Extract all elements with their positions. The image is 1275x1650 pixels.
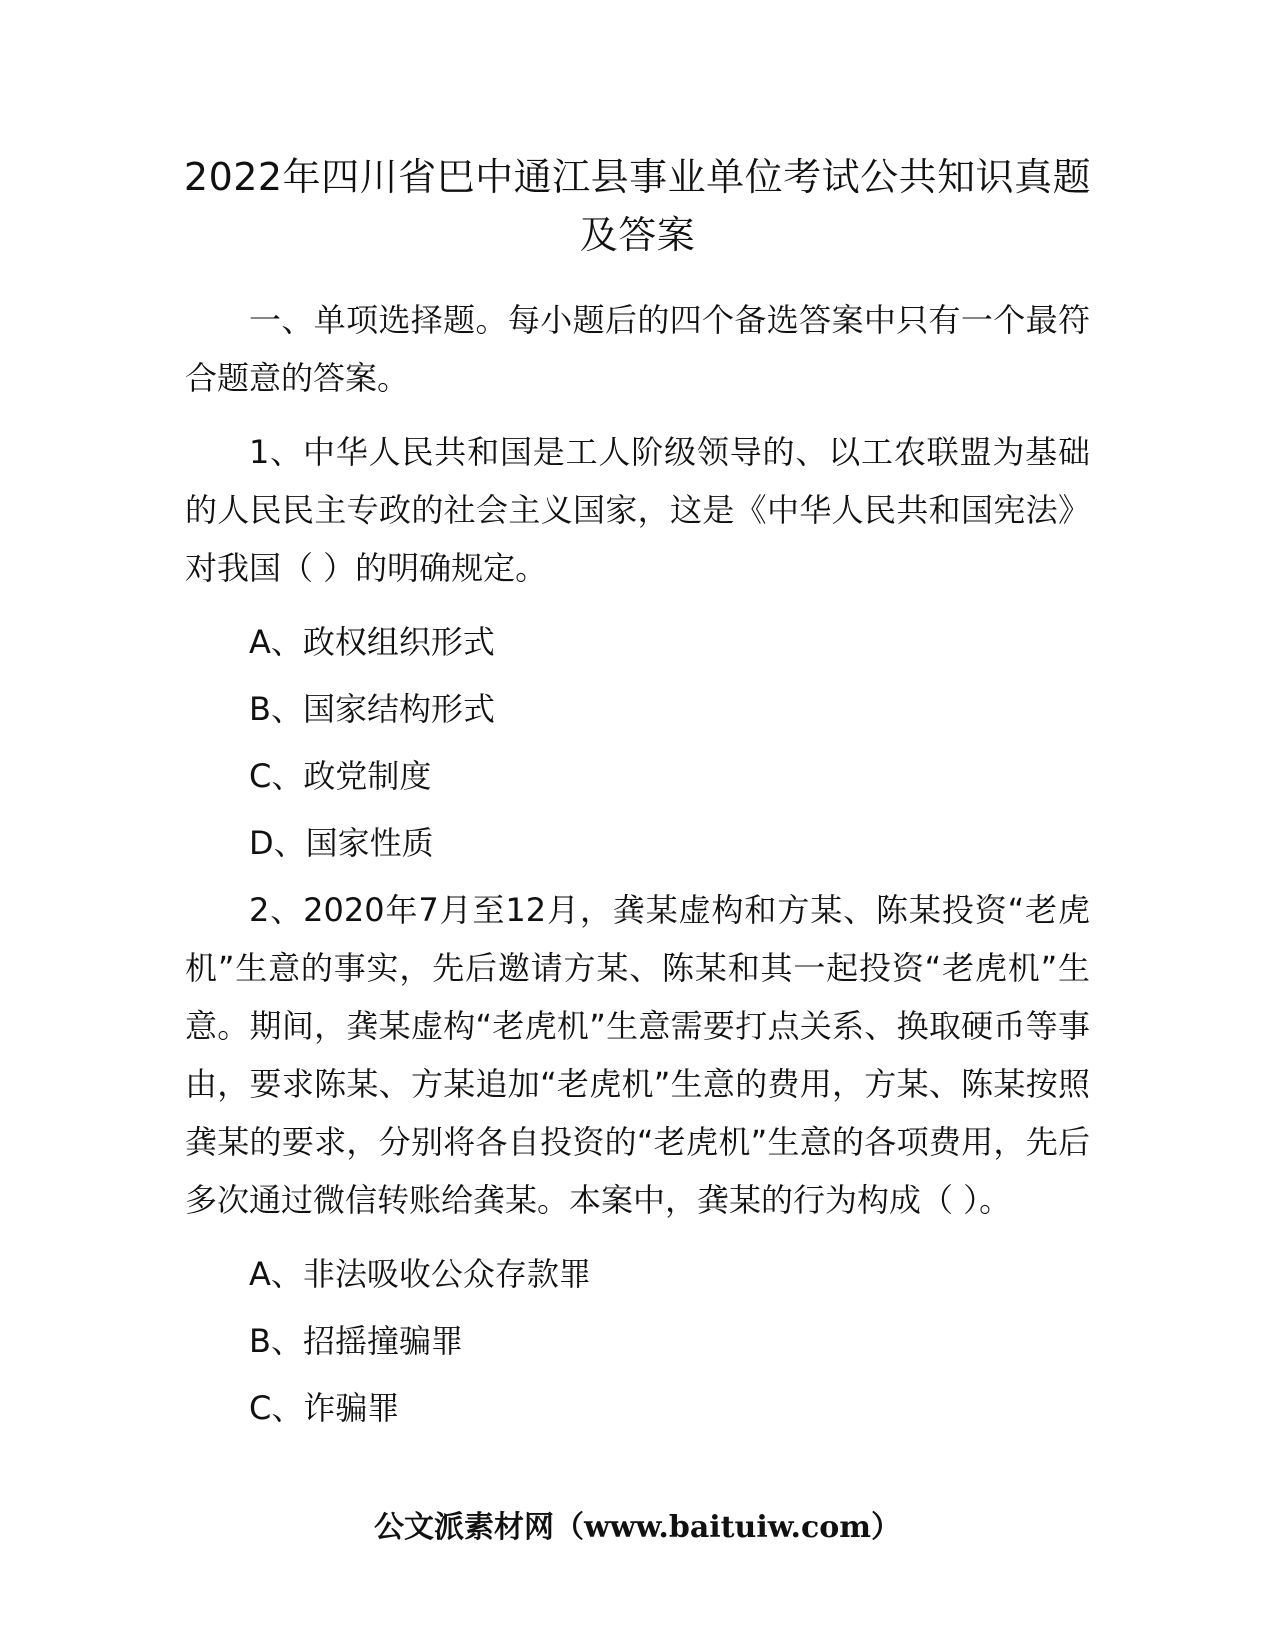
page-footer: 公文派素材网（www.baituiw.com） [373, 1510, 902, 1545]
question-1-option-a: A、政权组织形式 [249, 623, 495, 661]
document-body [185, 291, 1090, 1446]
question-1-stem: 1、中华人民共和国是工人阶级领导的、以工农联盟为基础的人民民主专政的社会主义国家，这是《中华人民共和国宪法》对我国（ ）的明确规定。 [185, 433, 1090, 587]
question-1-option-b: B、国家结构形式 [249, 690, 495, 728]
section-heading: 一、单项选择题。每小题后的四个备选答案中只有一个最符合题意的答案。 [185, 301, 1090, 397]
question-1-option-d: D、国家性质 [249, 824, 434, 862]
question-1-option-c: C、政党制度 [249, 757, 432, 795]
question-2-stem: 2、2020年7月至12月，龚某虚构和方某、陈某投资“老虎机”生意的事实，先后邀请方某、陈某和其一起投资“老虎机”生意。期间，龚某虚构“老虎机”生意需要打点关系、换取硬币等事由，要求陈某、方某追加“老虎机”生意的费用，方某、陈某按照龚某的要求，分别将各自投资的“老虎机”生意的各项费用，先后多次通过微信转账给龚某。本案中，龚某的行为构成（ ）。 [185, 891, 1090, 1219]
document-title: 2022年四川省巴中通江县事业单位考试公共知识真题及答案 [183, 155, 1092, 257]
question-2-option-b: B、招摇撞骗罪 [249, 1322, 463, 1360]
question-2-option-a: A、非法吸收公众存款罪 [249, 1255, 591, 1293]
question-2-option-c: C、诈骗罪 [249, 1389, 400, 1427]
